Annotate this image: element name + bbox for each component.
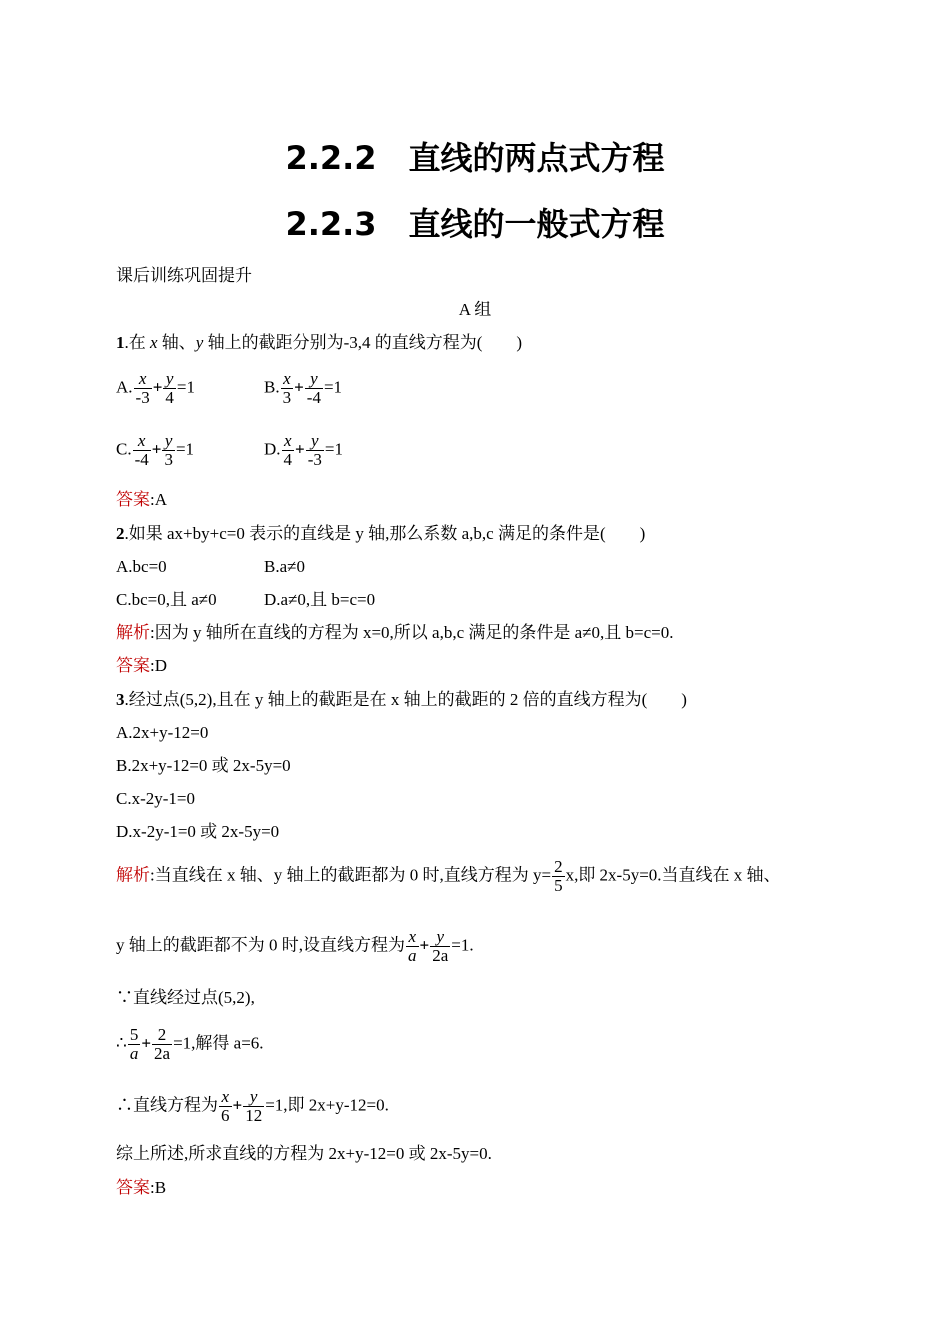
q3-analysis-line4: ∴ $\frac{5}{a}$ + $\frac{2}{2a}$ =1,解得 a=6. xyxy=(116,1025,264,1063)
q3-stem: 3.经过点(5,2),且在 y 轴上的截距是在 x 轴上的截距的 2 倍的直线方程为( ) xyxy=(116,690,687,709)
q2-option-c: C.bc=0,且 a≠0 xyxy=(116,590,217,609)
q2-analysis: 解析:因为 y 轴所在直线的方程为 x=0,所以 a,b,c 满足的条件是 a≠0,且 b=c=0. xyxy=(116,623,674,642)
q1-option-c: C. $\frac{x}{-4}$ + $\frac{y}{3}$ =1 xyxy=(116,431,195,469)
section-subtitle: 课后训练巩固提升 xyxy=(116,266,252,286)
q3-option-b: B.2x+y-12=0 或 2x-5y=0 xyxy=(116,756,291,775)
title-two-point-form: 2.2.2 直线的两点式方程 xyxy=(285,139,665,177)
q2-answer: 答案:D xyxy=(116,656,167,675)
q1-answer: 答案:A xyxy=(116,490,167,509)
q3-answer: 答案:B xyxy=(116,1178,167,1197)
group-label: A 组 xyxy=(458,300,492,319)
q3-option-c: C.x-2y-1=0 xyxy=(116,789,195,808)
q3-analysis-line6: 综上所述,所求直线的方程为 2x+y-12=0 或 2x-5y=0. xyxy=(116,1144,492,1163)
q1-option-a: A. $\frac{x}{-3}$ + $\frac{y}{4}$ =1 xyxy=(116,369,195,407)
q3-option-d: D.x-2y-1=0 或 2x-5y=0 xyxy=(116,822,280,841)
q1-option-d: D. $\frac{x}{4}$ + $\frac{y}{-3}$ =1 xyxy=(264,431,343,469)
q3-analysis-line1: 解析:当直线在 x 轴、y 轴上的截距都为 0 时,直线方程为 y= $\frac{2}{5}$ x,即 2x-5y=0.当直线在 x 轴、 xyxy=(116,857,781,895)
q3-analysis-line2: y 轴上的截距都不为 0 时,设直线方程为 $\frac{x}{a}$ + $\frac{y}{2a}$ =1. xyxy=(116,927,474,965)
q3-option-a: A.2x+y-12=0 xyxy=(116,723,209,742)
q2-option-d: D.a≠0,且 b=c=0 xyxy=(264,590,376,609)
q3-analysis-line3: ∵直线经过点(5,2), xyxy=(116,988,255,1007)
q2-stem: 2.如果 ax+by+c=0 表示的直线是 y 轴,那么系数 a,b,c 满足的条件是( ) xyxy=(116,524,646,543)
q2-option-b: B.a≠0 xyxy=(264,557,305,576)
q3-analysis-line5: ∴直线方程为 $\frac{x}{6}$ + $\frac{y}{12}$ =1,即 2x+y-12=0. xyxy=(116,1087,389,1125)
title-general-form: 2.2.3 直线的一般式方程 xyxy=(285,205,665,243)
q2-option-a: A.bc=0 xyxy=(116,557,167,576)
q1-stem: 1.在 x 轴、y 轴上的截距分别为-3,4 的直线方程为( ) xyxy=(116,333,523,352)
q1-option-b: B. $\frac{x}{3}$ + $\frac{y}{-4}$ =1 xyxy=(264,369,343,407)
